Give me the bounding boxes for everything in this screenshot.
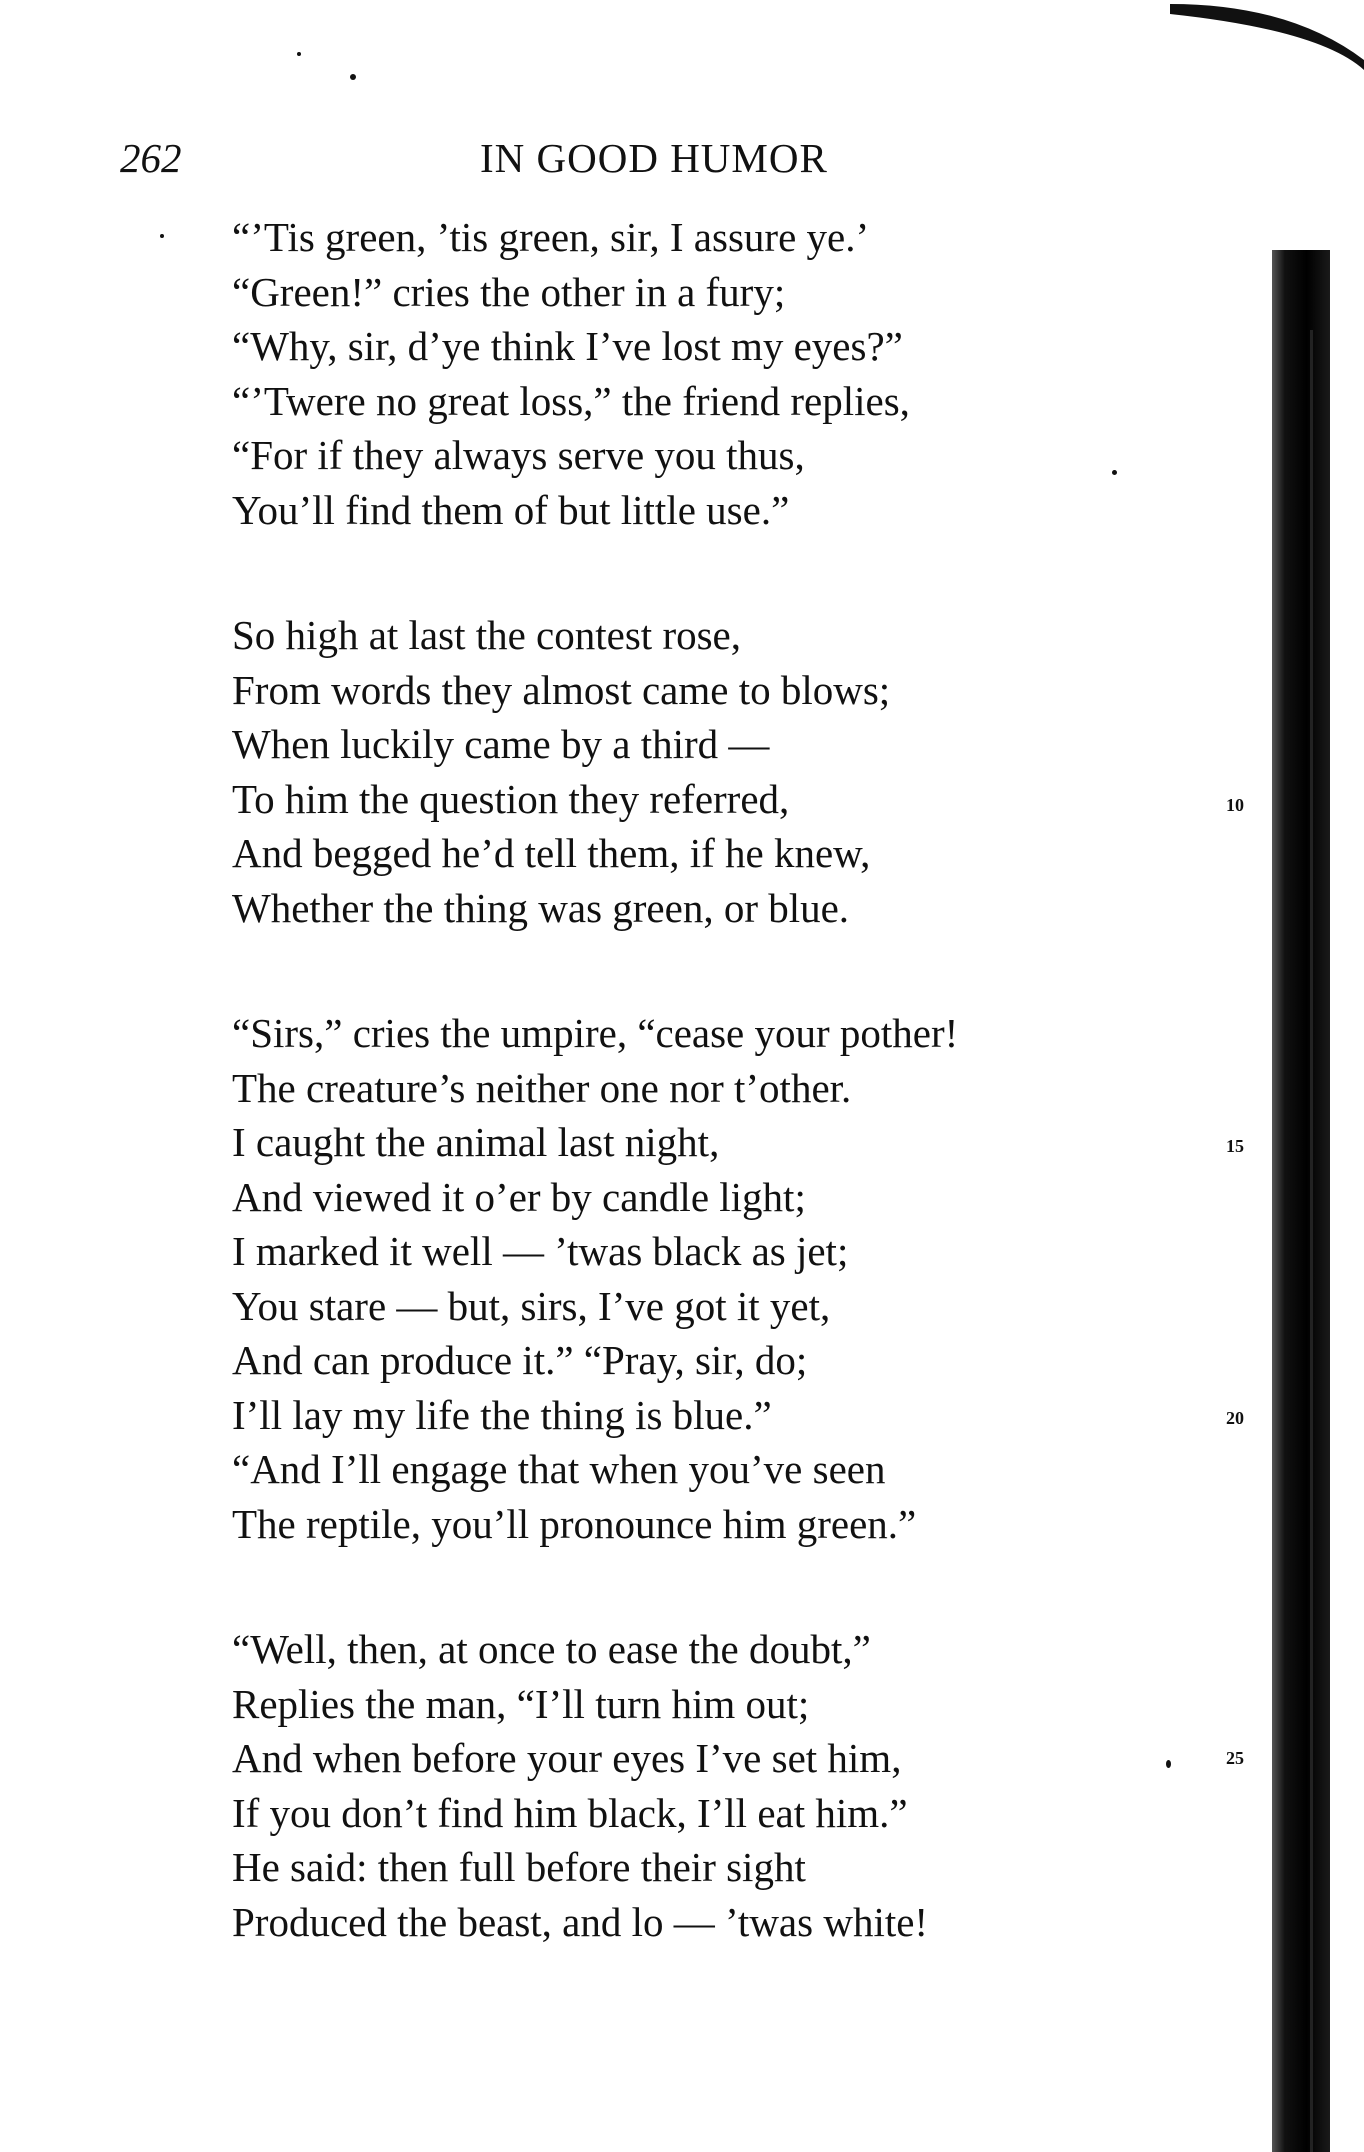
- binding-rule: [1310, 330, 1313, 2152]
- poem-line: You’ll find them of but little use.”: [232, 486, 790, 533]
- stanza-4: [232, 1622, 1132, 1949]
- poem-line: “Well, then, at once to ease the doubt,”: [232, 1626, 871, 1672]
- poem-line: “Why, sir, d’ye think I’ve lost my eyes?”: [232, 323, 903, 369]
- poem-line: So high at last the contest rose,: [232, 612, 741, 658]
- poem-line: “Sirs,” cries the umpire, “cease your pother!: [232, 1010, 959, 1056]
- page-fold-mark: [1170, 0, 1364, 70]
- poem-line: Replies the man, “I’ll turn him out;: [232, 1680, 810, 1727]
- poem-line: Produced the beast, and lo — ’twas white!: [232, 1898, 929, 1945]
- poem-line: He said: then full before their sight: [232, 1844, 806, 1890]
- poem-line: And viewed it o’er by candle light;: [232, 1173, 806, 1220]
- ink-speck: [160, 234, 164, 238]
- stanza-1: [232, 210, 1132, 537]
- poem-line: “’Tis green, ’tis green, sir, I assure ye.’: [232, 214, 870, 260]
- poem-line: If you don’t find him black, I’ll eat him.”: [232, 1789, 908, 1836]
- ink-speck: [1166, 1760, 1171, 1768]
- page-number: 262: [120, 135, 182, 181]
- line-number-10: 10: [1226, 795, 1244, 815]
- poem-line: The reptile, you’ll pronounce him green.”: [232, 1500, 917, 1547]
- poem-line: I marked it well — ’twas black as jet;: [232, 1228, 849, 1274]
- poem-line: And can produce it.” “Pray, sir, do;: [232, 1337, 808, 1383]
- poem-line: To him the question they referred,: [232, 775, 790, 822]
- poem-line: I’ll lay my life the thing is blue.”: [232, 1391, 772, 1438]
- line-number-15: 15: [1226, 1136, 1244, 1156]
- poem-line: The creature’s neither one nor t’other.: [232, 1064, 852, 1111]
- poem-line: “And I’ll engage that when you’ve seen: [232, 1446, 886, 1492]
- poem-line: Whether the thing was green, or blue.: [232, 884, 850, 931]
- poem-line: “For if they always serve you thus,: [232, 432, 805, 478]
- poem-line: “Green!” cries the other in a fury;: [232, 268, 786, 315]
- poem-line: And when before your eyes I’ve set him,: [232, 1735, 902, 1781]
- stanza-3: [232, 1006, 1132, 1551]
- ink-speck: [1112, 470, 1117, 475]
- line-number-25: 25: [1226, 1748, 1244, 1768]
- poem-line: From words they almost came to blows;: [232, 666, 891, 713]
- poem-line: When luckily came by a third —: [232, 721, 770, 767]
- running-head: IN GOOD HUMOR: [480, 135, 828, 181]
- stanza-2: [232, 608, 1132, 935]
- poem-body: [232, 210, 1132, 2020]
- poem-line: I caught the animal last night,: [232, 1119, 720, 1165]
- ink-speck: [297, 52, 301, 56]
- line-number-20: 20: [1226, 1408, 1244, 1428]
- poem-line: “’Twere no great loss,” the friend replies,: [232, 377, 910, 424]
- poem-line: You stare — but, sirs, I’ve got it yet,: [232, 1282, 831, 1329]
- poem-line: And begged he’d tell them, if he knew,: [232, 830, 871, 876]
- binding-shadow: [1272, 250, 1330, 2152]
- ink-speck: [350, 74, 356, 80]
